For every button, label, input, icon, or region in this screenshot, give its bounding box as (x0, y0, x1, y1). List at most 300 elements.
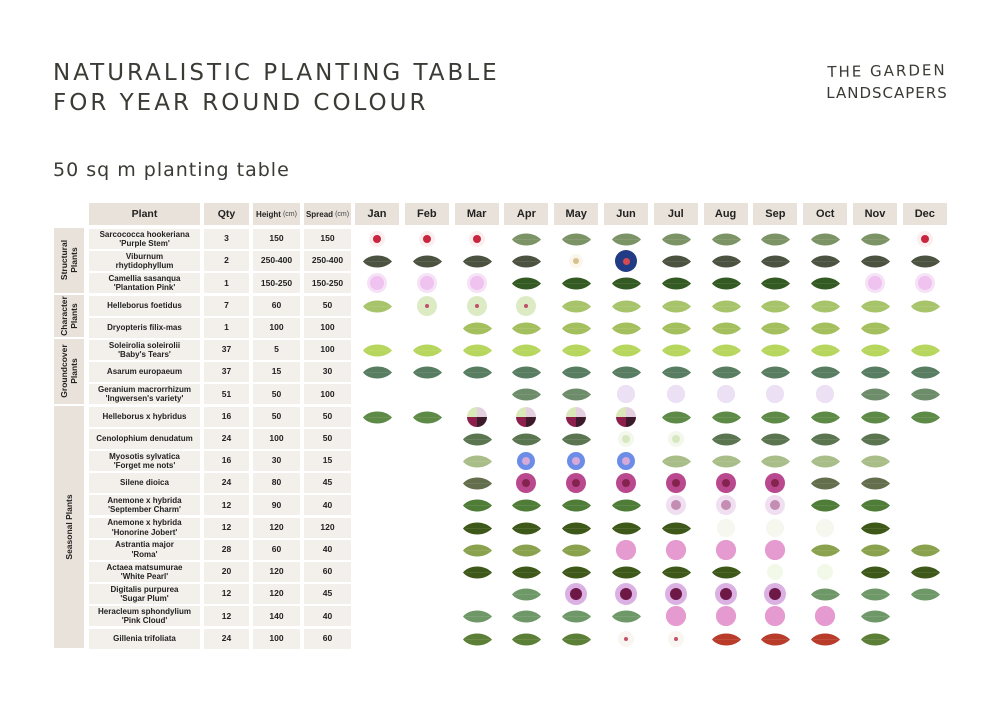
month-cell-feb (405, 562, 449, 582)
month-label: Jun (616, 208, 636, 220)
leaf-icon (511, 253, 541, 269)
month-cell-nov (853, 296, 897, 316)
plant-qty: 12 (204, 495, 249, 515)
leaf-icon (860, 431, 890, 447)
month-cell-jul (654, 629, 698, 649)
month-label: Sep (765, 208, 786, 220)
plant-name-line-1: Viburnum (125, 251, 164, 261)
month-cell-feb (405, 606, 449, 626)
month-cell-jul (654, 340, 698, 360)
month-cell-sep (753, 562, 797, 582)
plant-spread: 45 (304, 473, 351, 493)
month-cell-jun (604, 429, 648, 449)
month-cell-apr (504, 473, 548, 493)
month-cell-sep (753, 540, 797, 560)
flower-center (420, 276, 434, 290)
leaf-icon (611, 342, 641, 358)
month-cell-mar (455, 495, 499, 515)
month-cell-may (554, 251, 598, 271)
plant-name-cell (89, 473, 200, 493)
month-label: Jul (667, 208, 684, 220)
month-cell-oct (803, 473, 847, 493)
plant-name (107, 367, 182, 377)
flower-center (674, 637, 678, 641)
leaf-icon (760, 275, 790, 291)
leaf-icon (810, 342, 840, 358)
month-cell-jul (654, 584, 698, 604)
month-cell-may (554, 606, 598, 626)
month-cell-jan (355, 429, 399, 449)
flower-quad-icon (516, 407, 536, 427)
month-cell-jun (604, 629, 648, 649)
flower-center (473, 235, 481, 243)
month-cell-aug (704, 362, 748, 382)
month-cell-mar (455, 273, 499, 293)
month-cell-jun (604, 540, 648, 560)
leaf-icon (412, 342, 442, 358)
leaf-icon (810, 586, 840, 602)
month-cell-aug (704, 495, 748, 515)
plant-name (108, 274, 180, 293)
month-cell-nov (853, 629, 897, 649)
leaf-icon (561, 431, 591, 447)
leaf-icon (462, 475, 492, 491)
flower-icon (765, 495, 785, 515)
leaf-icon (611, 364, 641, 380)
group-label-text (59, 345, 79, 398)
month-cell-jan (355, 273, 399, 293)
plant-height: 80 (253, 473, 300, 493)
month-cell-aug (704, 562, 748, 582)
column-header-spread (304, 203, 351, 225)
month-cell-may (554, 451, 598, 471)
group-label-line-1: Seasonal Plants (64, 494, 74, 560)
month-cell-nov (853, 473, 897, 493)
plant-spread: 40 (304, 606, 351, 626)
plant-name-line-1: Helleborus x hybridus (102, 411, 187, 421)
month-cell-jun (604, 495, 648, 515)
month-cell-sep (753, 518, 797, 538)
leaf-icon (810, 542, 840, 558)
flower-icon (917, 231, 933, 247)
flower-icon (417, 296, 437, 316)
month-cell-feb (405, 318, 449, 338)
month-cell-jul (654, 251, 698, 271)
month-cell-apr (504, 429, 548, 449)
month-cell-may (554, 495, 598, 515)
flower-center (616, 540, 636, 560)
month-cell-apr (504, 584, 548, 604)
leaf-icon (611, 520, 641, 536)
leaf-icon (810, 364, 840, 380)
plant-name (109, 341, 180, 360)
flower-center (624, 637, 628, 641)
flower-center (666, 606, 686, 626)
flower-icon (566, 473, 586, 493)
month-cell-oct (803, 540, 847, 560)
plant-spread: 120 (304, 518, 351, 538)
leaf-icon (860, 586, 890, 602)
month-cell-mar (455, 584, 499, 604)
leaf-icon (810, 298, 840, 314)
flower-icon (617, 452, 635, 470)
plant-name-cell (89, 251, 200, 271)
plant-name (116, 252, 174, 271)
flower-icon (467, 273, 487, 293)
month-cell-jun (604, 318, 648, 338)
group-label-line-1: Structural (59, 240, 69, 281)
flower-center (623, 258, 630, 265)
month-cell-jan (355, 451, 399, 471)
flower-icon (517, 452, 535, 470)
month-cell-jul (654, 318, 698, 338)
month-cell-aug (704, 273, 748, 293)
month-cell-mar (455, 407, 499, 427)
month-cell-dec (903, 451, 947, 471)
month-cell-sep (753, 229, 797, 249)
flower-icon (717, 385, 735, 403)
leaf-icon (462, 520, 492, 536)
month-cell-sep (753, 318, 797, 338)
column-header-aug (704, 203, 748, 225)
column-header-plant (89, 203, 200, 225)
month-cell-sep (753, 606, 797, 626)
flower-center (766, 385, 784, 403)
plant-name-cell (89, 451, 200, 471)
plant-name-line-1: Cenolophium denudatum (96, 434, 193, 444)
month-cell-apr (504, 296, 548, 316)
leaf-icon (760, 409, 790, 425)
header-label: Plant (131, 208, 158, 220)
group-label-line-2: Plants (69, 303, 79, 329)
leaf-icon (711, 564, 741, 580)
flower-icon (565, 583, 587, 605)
flower-icon (615, 583, 637, 605)
flower-center (666, 540, 686, 560)
plant-height: 15 (253, 362, 300, 382)
column-header-jan (355, 203, 399, 225)
plant-name (120, 478, 169, 488)
leaf-icon (561, 497, 591, 513)
plant-spread: 30 (304, 362, 351, 382)
plant-name-cell (89, 318, 200, 338)
month-cell-oct (803, 451, 847, 471)
column-header-mar (455, 203, 499, 225)
month-cell-feb (405, 362, 449, 382)
month-cell-mar (455, 429, 499, 449)
leaf-icon (412, 253, 442, 269)
column-header-height (253, 203, 300, 225)
month-cell-may (554, 629, 598, 649)
month-cell-dec (903, 606, 947, 626)
plant-height: 5 (253, 340, 300, 360)
month-cell-oct (803, 429, 847, 449)
month-cell-dec (903, 296, 947, 316)
month-cell-jan (355, 251, 399, 271)
plant-name-line-1: Myosotis sylvatica (109, 451, 180, 461)
month-cell-mar (455, 384, 499, 404)
month-cell-jan (355, 584, 399, 604)
leaf-icon (611, 320, 641, 336)
plant-qty: 1 (204, 318, 249, 338)
month-cell-jul (654, 407, 698, 427)
leaf-icon (810, 497, 840, 513)
flower-icon (765, 473, 785, 493)
flower-center (716, 606, 736, 626)
plant-name-line-1: Astrantia major (115, 540, 174, 550)
flower-center (570, 588, 582, 600)
leaf-icon (462, 542, 492, 558)
month-cell-may (554, 562, 598, 582)
plant-name-cell (89, 384, 200, 404)
leaf-icon (661, 364, 691, 380)
plant-name (110, 585, 178, 604)
group-label-groundcover (54, 339, 84, 404)
plant-qty: 2 (204, 251, 249, 271)
leaf-icon (760, 453, 790, 469)
flower-center (670, 588, 682, 600)
leaf-icon (860, 564, 890, 580)
leaf-icon (462, 631, 492, 647)
column-header-jul (654, 203, 698, 225)
month-cell-may (554, 340, 598, 360)
month-cell-sep (753, 296, 797, 316)
month-cell-oct (803, 518, 847, 538)
plant-name-line-2: 'September Charm' (108, 505, 181, 515)
month-cell-feb (405, 473, 449, 493)
leaf-icon (711, 253, 741, 269)
month-cell-oct (803, 407, 847, 427)
leaf-icon (910, 253, 940, 269)
leaf-icon (760, 631, 790, 647)
plant-height: 150-250 (253, 273, 300, 293)
plant-name-cell (89, 429, 200, 449)
month-cell-jan (355, 562, 399, 582)
flower-center (373, 235, 381, 243)
leaf-icon (860, 253, 890, 269)
flower-icon (667, 385, 685, 403)
month-cell-apr (504, 606, 548, 626)
month-cell-aug (704, 429, 748, 449)
flower-center (423, 235, 431, 243)
plant-spread: 100 (304, 384, 351, 404)
month-cell-aug (704, 584, 748, 604)
month-cell-jan (355, 473, 399, 493)
month-cell-oct (803, 251, 847, 271)
leaf-icon (760, 364, 790, 380)
month-cell-dec (903, 540, 947, 560)
flower-icon (417, 273, 437, 293)
plant-name-line-2: 'Honorine Jobert' (111, 527, 178, 537)
plant-name-line-1: Dryopteris filix-mas (107, 323, 182, 333)
month-cell-aug (704, 451, 748, 471)
flower-center (370, 276, 384, 290)
flower-center (716, 540, 736, 560)
flower-icon (665, 583, 687, 605)
plant-height: 150 (253, 229, 300, 249)
month-cell-dec (903, 495, 947, 515)
flower-center (617, 385, 635, 403)
month-cell-aug (704, 407, 748, 427)
month-label: Jan (367, 208, 387, 220)
month-cell-oct (803, 629, 847, 649)
plant-spread: 100 (304, 340, 351, 360)
plant-spread: 150-250 (304, 273, 351, 293)
group-label-text (64, 494, 74, 559)
group-label-text (59, 296, 79, 336)
month-cell-aug (704, 384, 748, 404)
flower-center (572, 457, 580, 465)
plant-name-cell (89, 540, 200, 560)
flower-icon (419, 231, 435, 247)
leaf-icon (362, 298, 392, 314)
month-cell-oct (803, 296, 847, 316)
month-cell-aug (704, 251, 748, 271)
month-cell-nov (853, 384, 897, 404)
flower-center (868, 276, 882, 290)
month-cell-sep (753, 584, 797, 604)
month-cell-jun (604, 518, 648, 538)
leaf-icon (412, 364, 442, 380)
leaf-icon (561, 386, 591, 402)
month-cell-sep (753, 629, 797, 649)
title-line-1: NATURALISTIC PLANTING TABLE (53, 60, 500, 86)
leaf-icon (661, 320, 691, 336)
month-cell-oct (803, 384, 847, 404)
month-cell-aug (704, 318, 748, 338)
month-cell-jul (654, 384, 698, 404)
leaf-icon (860, 298, 890, 314)
flower-icon (817, 564, 833, 580)
plant-name (107, 301, 182, 311)
plant-name-line-1: Geranium macrorrhizum (98, 384, 191, 394)
leaf-icon (860, 453, 890, 469)
plant-height: 100 (253, 429, 300, 449)
month-cell-apr (504, 518, 548, 538)
month-cell-nov (853, 562, 897, 582)
leaf-icon (561, 320, 591, 336)
group-label-text (59, 240, 79, 280)
flower-icon (816, 385, 834, 403)
month-cell-nov (853, 340, 897, 360)
month-cell-jan (355, 384, 399, 404)
group-label-line-1: Groundcover (59, 344, 69, 398)
flower-icon (717, 519, 735, 537)
plant-height: 60 (253, 540, 300, 560)
month-cell-mar (455, 340, 499, 360)
leaf-icon (760, 253, 790, 269)
plant-spread: 60 (304, 629, 351, 649)
flower-icon (618, 631, 634, 647)
leaf-icon (760, 431, 790, 447)
month-cell-aug (704, 540, 748, 560)
leaf-icon (910, 342, 940, 358)
month-cell-nov (853, 429, 897, 449)
month-cell-feb (405, 584, 449, 604)
plant-name-line-1: Helleborus foetidus (107, 300, 182, 310)
group-label-line-1: Character (59, 295, 69, 336)
flower-icon (666, 540, 686, 560)
month-cell-jan (355, 540, 399, 560)
plant-name-cell (89, 296, 200, 316)
leaf-icon (810, 275, 840, 291)
month-cell-jan (355, 340, 399, 360)
plant-qty: 12 (204, 518, 249, 538)
flower-center (815, 606, 835, 626)
plant-height: 140 (253, 606, 300, 626)
month-cell-aug (704, 473, 748, 493)
leaf-icon (760, 231, 790, 247)
flower-center (572, 479, 580, 487)
plant-name-line-2: 'Pink Cloud' (121, 616, 168, 626)
month-cell-nov (853, 407, 897, 427)
flower-icon (715, 583, 737, 605)
month-cell-dec (903, 429, 947, 449)
plant-spread: 40 (304, 495, 351, 515)
plant-qty: 24 (204, 429, 249, 449)
month-cell-nov (853, 540, 897, 560)
month-cell-aug (704, 296, 748, 316)
month-cell-apr (504, 562, 548, 582)
month-cell-jul (654, 606, 698, 626)
plant-height: 100 (253, 629, 300, 649)
plant-name-line-2: 'Forget me nots' (113, 461, 176, 470)
flower-center (717, 519, 735, 537)
leaf-icon (711, 275, 741, 291)
leaf-icon (561, 364, 591, 380)
month-cell-feb (405, 495, 449, 515)
leaf-icon (711, 231, 741, 247)
leaf-icon (661, 253, 691, 269)
month-label: Nov (864, 208, 886, 220)
month-cell-jan (355, 229, 399, 249)
month-cell-oct (803, 495, 847, 515)
plant-qty: 12 (204, 606, 249, 626)
plant-name (107, 518, 181, 537)
flower-icon (467, 296, 487, 316)
flower-center (769, 588, 781, 600)
leaf-icon (860, 342, 890, 358)
leaf-icon (511, 564, 541, 580)
plant-spread: 15 (304, 451, 351, 471)
leaf-icon (810, 475, 840, 491)
plant-name (98, 385, 191, 404)
plant-name (113, 634, 176, 644)
group-label-character (54, 295, 84, 337)
month-cell-nov (853, 251, 897, 271)
month-cell-oct (803, 562, 847, 582)
month-cell-jun (604, 273, 648, 293)
month-cell-apr (504, 540, 548, 560)
plant-name (109, 452, 180, 471)
leaf-icon (910, 364, 940, 380)
flower-center (672, 435, 680, 443)
flower-center (622, 435, 630, 443)
month-cell-feb (405, 629, 449, 649)
leaf-icon (611, 608, 641, 624)
month-cell-aug (704, 606, 748, 626)
plant-name-cell (89, 273, 200, 293)
month-cell-jun (604, 562, 648, 582)
leaf-icon (910, 586, 940, 602)
month-cell-nov (853, 495, 897, 515)
month-cell-jun (604, 606, 648, 626)
flower-icon (716, 606, 736, 626)
flower-center (672, 479, 680, 487)
plant-spread: 250-400 (304, 251, 351, 271)
leaf-icon (462, 564, 492, 580)
plant-name-cell (89, 362, 200, 382)
